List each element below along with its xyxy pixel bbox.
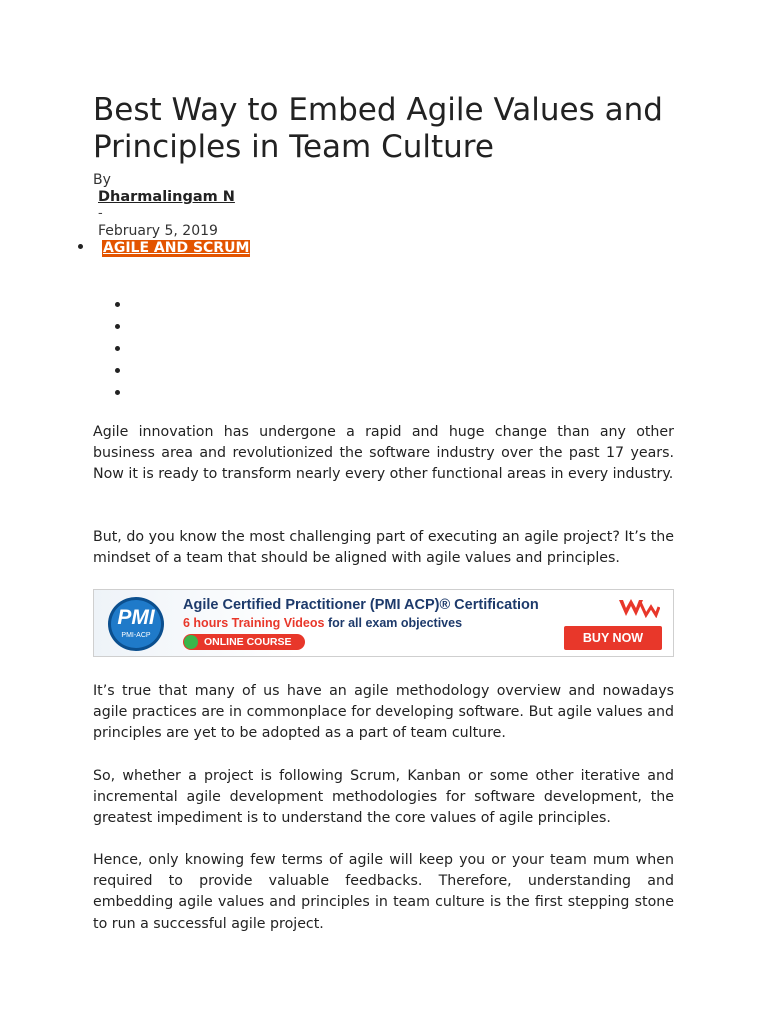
share-item[interactable]	[115, 368, 120, 373]
brand-w-logo-icon	[618, 598, 660, 618]
online-course-label: ONLINE COURSE	[204, 636, 292, 648]
buy-now-button[interactable]: BUY NOW	[564, 626, 662, 650]
share-item[interactable]	[115, 302, 120, 307]
article-title: Best Way to Embed Agile Values and Principles in Team Culture	[93, 92, 663, 165]
course-ad-banner[interactable]	[93, 589, 674, 657]
banner-title: Agile Certified Practitioner (PMI ACP)® Certification	[183, 597, 539, 613]
paragraph-overview: It’s true that many of us have an agile methodology overview and nowadays agile practices are in commonplace for developing software. But agile values and principles are yet to be adopted as a part of team culture.	[93, 683, 674, 742]
online-course-pill	[183, 634, 305, 650]
banner-subtitle	[183, 616, 462, 630]
category-link[interactable]: AGILE AND SCRUM	[103, 240, 250, 256]
share-list	[115, 302, 120, 412]
online-dot-icon	[184, 635, 198, 649]
share-item[interactable]	[115, 390, 120, 395]
pmi-logo-subtext: PMI-ACP	[121, 632, 151, 639]
paragraph-impediment: So, whether a project is following Scrum, Kanban or some other iterative and incremental agile development methodologies for software development, the greatest impediment is to understand the core values of agile principles.	[93, 768, 674, 827]
paragraph-challenge: But, do you know the most challenging part of executing an agile project? It’s the mindset of a team that should be aligned with agile values and principles.	[93, 529, 674, 567]
paragraph-conclusion: Hence, only knowing few terms of agile will keep you or your team mum when required to provide valuable feedbacks. Therefore, understanding and embedding agile values and principles in team culture is the first stepping stone to run a successful agile project.	[93, 852, 674, 932]
author-link[interactable]: Dharmalingam N	[98, 189, 235, 205]
share-item[interactable]	[115, 346, 120, 351]
pmi-logo-text: PMI	[117, 606, 155, 629]
banner-sub-highlight: 6 hours Training Videos	[183, 616, 325, 630]
share-item[interactable]	[115, 324, 120, 329]
category-bullet	[78, 244, 83, 249]
byline-label: By	[93, 172, 111, 188]
paragraph-intro: Agile innovation has undergone a rapid and huge change than any other business area and revolutionized the software industry over the past 17 years. Now it is ready to transform nearly every other functional areas in every industry.	[93, 424, 674, 483]
publish-date: February 5, 2019	[98, 223, 218, 239]
pmi-acp-logo	[108, 597, 164, 651]
banner-sub-rest: for all exam objectives	[324, 616, 463, 630]
byline-separator: -	[98, 206, 103, 221]
